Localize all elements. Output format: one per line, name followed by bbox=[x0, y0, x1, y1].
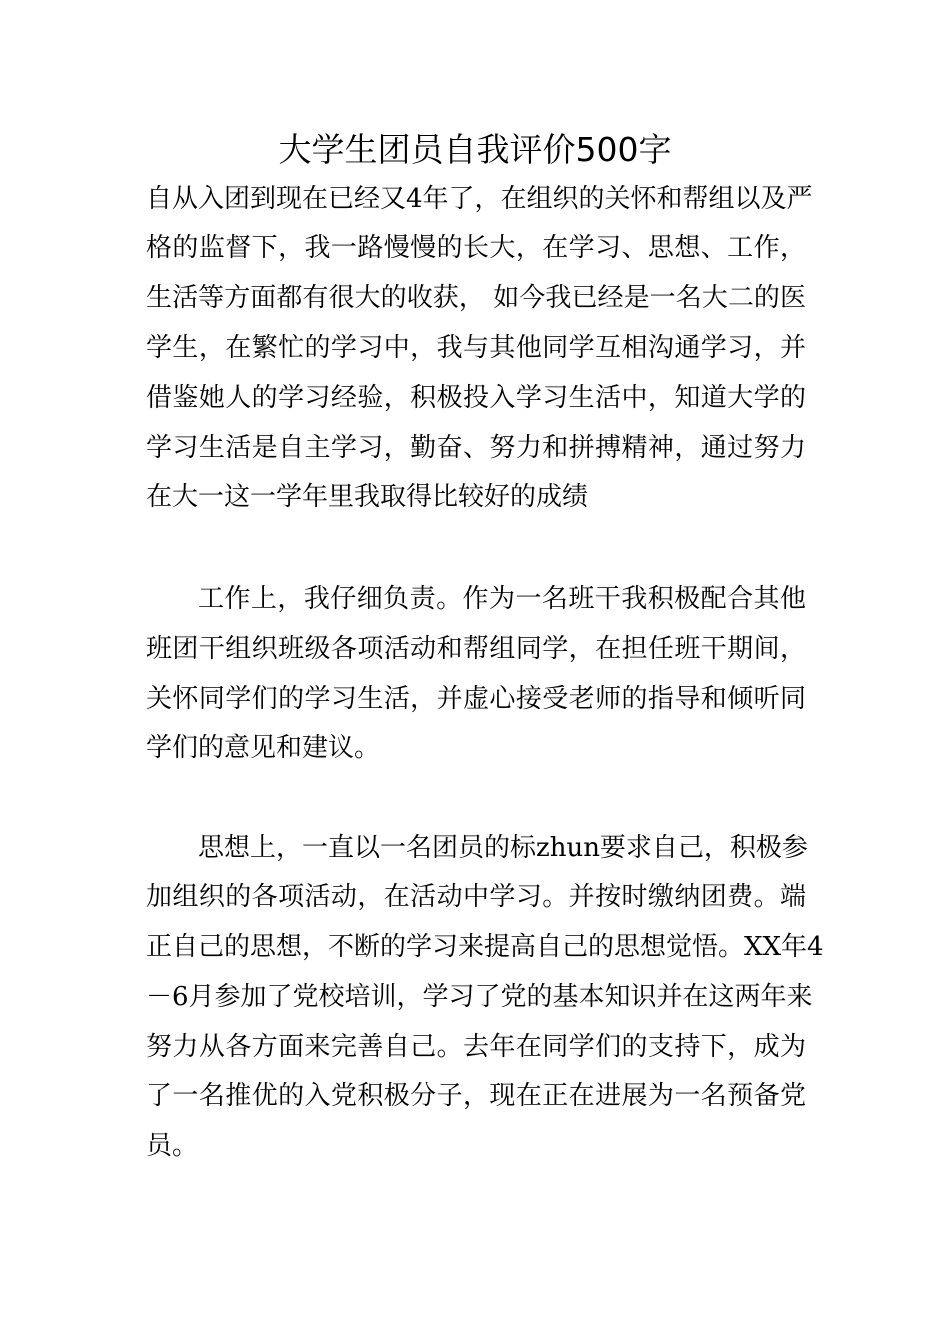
paragraph-line: 学习生活是自主学习，勤奋、努力和拼搏精神，通过努力 bbox=[146, 433, 806, 463]
paragraph-line: 借鉴她人的学习经验，积极投入学习生活中，知道大学的 bbox=[146, 383, 806, 413]
paragraph-line: －6月参加了党校培训，学习了党的基本知识并在这两年来 bbox=[146, 982, 813, 1012]
paragraph-line: 了一名推优的入党积极分子，现在正在进展为一名预备党 bbox=[146, 1081, 806, 1111]
paragraph-line: 学们的意见和建议。 bbox=[146, 733, 381, 763]
paragraph-line: 工作上，我仔细负责。作为一名班干我积极配合其他 bbox=[198, 584, 806, 614]
paragraph-line: 自从入团到现在已经又4年了，在组织的关怀和帮组以及严 bbox=[146, 184, 813, 214]
paragraph-line: 学生，在繁忙的学习中，我与其他同学互相沟通学习，并 bbox=[146, 333, 806, 363]
document-title: 大学生团员自我评价500字 bbox=[278, 130, 672, 169]
paragraph-line: 班团干组织班级各项活动和帮组同学，在担任班干期间， bbox=[146, 634, 806, 664]
paragraph-line: 员。 bbox=[146, 1131, 199, 1161]
paragraph-line: 在大一这一学年里我取得比较好的成绩 bbox=[146, 482, 589, 512]
paragraph-line: 格的监督下，我一路慢慢的长大，在学习、思想、工作， bbox=[146, 233, 806, 263]
paragraph-line: 努力从各方面来完善自己。去年在同学们的支持下，成为 bbox=[146, 1032, 806, 1062]
paragraph-line: 加组织的各项活动，在活动中学习。并按时缴纳团费。端 bbox=[146, 882, 806, 912]
paragraph-line: 生活等方面都有很大的收获， 如今我已经是一名大二的医 bbox=[146, 283, 806, 313]
paragraph-line: 思想上，一直以一名团员的标zhun要求自己，积极参 bbox=[198, 833, 808, 863]
paragraph-line: 正自己的思想，不断的学习来提高自己的思想觉悟。XX年4 bbox=[146, 932, 824, 962]
paragraph-line: 关怀同学们的学习生活，并虚心接受老师的指导和倾听同 bbox=[146, 684, 806, 714]
